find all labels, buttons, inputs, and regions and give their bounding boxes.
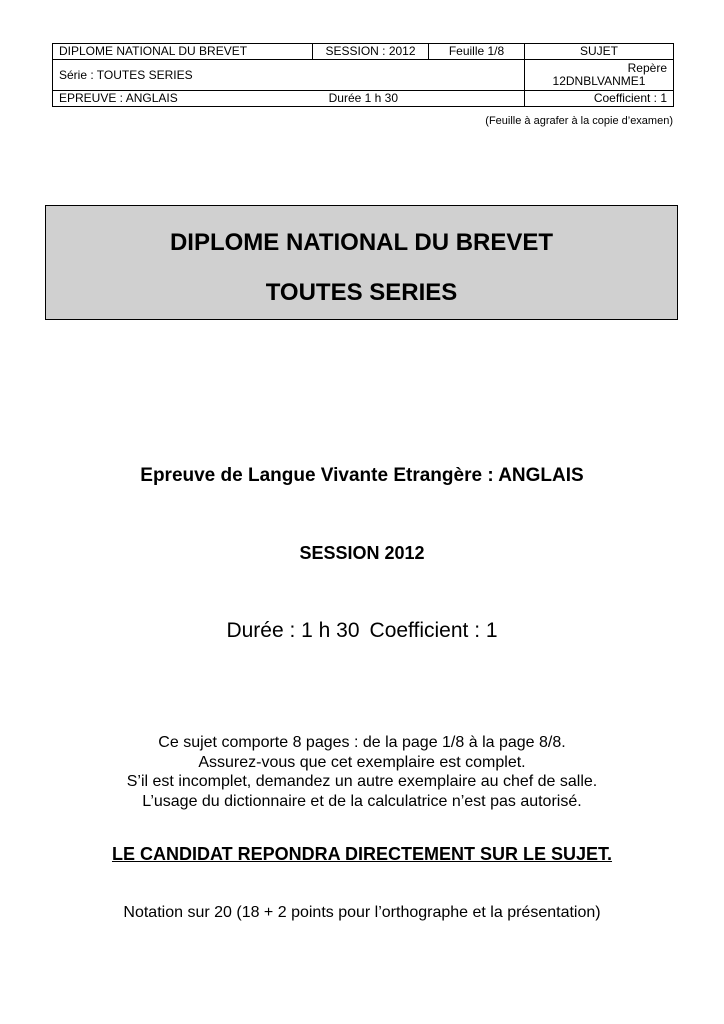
duree-text: Durée : 1 h 30	[226, 619, 360, 642]
session-cell: SESSION : 2012	[313, 44, 429, 60]
serie-cell: Série : TOUTES SERIES	[53, 60, 525, 91]
instruction-line: S’il est incomplet, demandez un autre exemplaire au chef de salle.	[126, 773, 598, 790]
title-box	[45, 205, 678, 320]
epreuve-label: EPREUVE : ANGLAIS	[59, 91, 178, 105]
header-row-1	[53, 44, 674, 60]
diplome-cell: DIPLOME NATIONAL DU BREVET	[53, 44, 313, 60]
epreuve-title: Epreuve de Langue Vivante Etrangère : ANGLAIS	[140, 465, 584, 486]
repere-cell	[525, 60, 674, 91]
coefficient-cell: Coefficient : 1	[525, 91, 674, 107]
session-title: SESSION 2012	[299, 543, 425, 563]
notation-text: Notation sur 20 (18 + 2 points pour l’orthographe et la présentation)	[123, 904, 601, 921]
repere-code: 12DNBLVANME1	[552, 74, 646, 88]
candidat-notice: LE CANDIDAT REPONDRA DIRECTEMENT SUR LE SUJET.	[111, 844, 613, 864]
coefficient-text: Coefficient : 1	[369, 619, 498, 642]
header-row-2	[53, 60, 674, 91]
duree-line	[0, 619, 724, 643]
title-line-2: TOUTES SERIES	[265, 279, 458, 306]
epreuve-cell	[53, 91, 525, 107]
title-line-1: DIPLOME NATIONAL DU BREVET	[169, 229, 554, 256]
staple-note: (Feuille à agrafer à la copie d’examen)	[485, 115, 673, 127]
repere-label: Repère	[627, 61, 667, 75]
sujet-cell: SUJET	[525, 44, 674, 60]
header-table	[52, 43, 674, 107]
duree-label: Durée 1 h 30	[328, 91, 398, 105]
instruction-line: Assurez-vous que cet exemplaire est complet.	[198, 753, 526, 771]
instructions	[0, 733, 724, 811]
header-row-3	[53, 91, 674, 107]
instruction-line: Ce sujet comporte 8 pages : de la page 1/8 à la page 8/8.	[158, 734, 566, 751]
instruction-line: L’usage du dictionnaire et de la calculatrice n’est pas autorisé.	[142, 792, 582, 810]
feuille-cell: Feuille 1/8	[429, 44, 525, 60]
